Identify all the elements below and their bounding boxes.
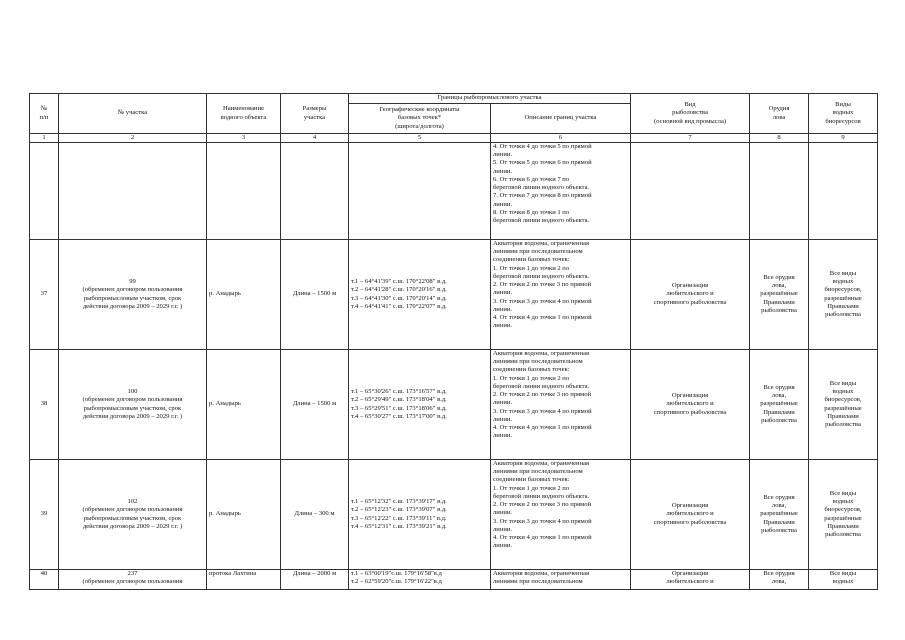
fishing-type-cell: Организация любительского и [631, 570, 750, 590]
header-section-number: № участка [59, 94, 207, 134]
empty-cell [30, 143, 59, 240]
section-size-cell: Длина – 2000 м [281, 570, 349, 590]
water-body-cell: р. Анадырь [207, 240, 281, 350]
section-number-cell: 102 (обременен договором пользования рыбопромысловым участком, срок действия договора 2009 – 2029 г.г. ) [59, 460, 207, 570]
empty-cell [750, 143, 809, 240]
coordinates-cell: т.1 – 65°30'26" с.ш. 173°16'57" в.д. т.2 – 65°29'49" с.ш. 173°18'04" в.д. т.3 – 65°29'51" с.ш. 173°18'06" в.д. т.4 – 65°30'27" с.ш. 173°17'00" в.д. [349, 350, 491, 460]
row-number-cell: 37 [30, 240, 59, 350]
column-number: 5 [349, 134, 491, 143]
boundary-description-cell: 4. От точки 4 до точки 5 по прямой линии. 5. От точки 5 до точки 6 по прямой линии. 6. От точки 6 до точки 7 по береговой линии водного объекта. 7. От точки 7 до точки 8 по прямой линии. 8. От точки 8 до точки 1 по береговой линии водного объекта. [491, 143, 631, 240]
table-row-continuation [30, 143, 878, 240]
coordinates-cell: т.1 – 64°41'39" с.ш. 170°22'08" в.д. т.2 – 64°41'28" с.ш. 170°20'16" в.д. т.3 – 64°41'30" с.ш. 170°20'14" в.д. т.4 – 64°41'41" с.ш. 170°22'07" в.д. [349, 240, 491, 350]
coordinates-cell: т.1 – 63°00'19"с.ш. 179°16'58"в.д т.2 – 62°59'20"с.ш. 179°16'22"в.д [349, 570, 491, 590]
boundary-description-cell: Акватория водоема, ограниченная линиями при последовательном соединении базовых точек: 1. От точки 1 до точки 2 по береговой линии водного объекта. 2. От точки 2 по точке 3 по прямой линии. 3. От точки 3 до точки 4 по прямой линии. 4. От точки 4 до точки 1 по прямой линии. [491, 460, 631, 570]
column-number: 7 [631, 134, 750, 143]
coordinates-cell: т.1 – 65°12'32" с.ш. 173°39'17" в.д. т.2 – 65°12'23" с.ш. 173°39'07" в.д. т.3 – 65°12'22" с.ш. 173°39'11" в.д. т.4 – 65°12'31" с.ш. 173°39'21" в.д. [349, 460, 491, 570]
fishing-gear-cell: Все орудия лова, разрешённые Правилами рыболовства [750, 350, 809, 460]
row-number-cell: 40 [30, 570, 59, 590]
boundary-description-cell: Акватория водоема, ограниченная линиями при последовательном [491, 570, 631, 590]
section-size-cell: Длина – 300 м [281, 460, 349, 570]
water-body-cell: протока Лахтина [207, 570, 281, 590]
fishing-type-cell: Организация любительского и спортивного рыболовства [631, 350, 750, 460]
row-number-cell: 38 [30, 350, 59, 460]
empty-cell [207, 143, 281, 240]
water-body-cell: р. Анадырь [207, 350, 281, 460]
header-species: Виды водных биоресурсов [809, 94, 878, 134]
column-number: 6 [491, 134, 631, 143]
section-number-cell: 237 (обременен договором пользования [59, 570, 207, 590]
header-water-body: Наименование водного объекта [207, 94, 281, 134]
fishing-type-cell: Организация любительского и спортивного рыболовства [631, 460, 750, 570]
column-number: 3 [207, 134, 281, 143]
fishing-type-cell: Организация любительского и спортивного рыболовства [631, 240, 750, 350]
header-boundary-description: Описание границ участка [491, 104, 631, 134]
column-number: 8 [750, 134, 809, 143]
boundary-description-cell: Акватория водоема, ограниченная линиями при последовательном соединении базовых точек: 1. От точки 1 до точки 2 по береговой линии водного объекта. 2. От точки 2 по точке 3 по прямой линии. 3. От точки 3 до точки 4 по прямой линии. 4. От точки 4 до точки 1 по прямой линии. [491, 240, 631, 350]
species-cell: Все виды водных биоресурсов, разрешённые Правилами рыболовства [809, 460, 878, 570]
empty-cell [631, 143, 750, 240]
header-fishing-gear: Орудия лова [750, 94, 809, 134]
table-row [30, 460, 878, 570]
header-coordinates: Географические координаты базовых точек* (широта/долгота) [349, 104, 491, 134]
table-row [30, 240, 878, 350]
table-row-partial [30, 570, 878, 590]
section-number-cell: 100 (обременен договором пользования рыбопромысловым участком, срок действия договора 2009 – 2029 г.г. ) [59, 350, 207, 460]
section-size-cell: Длина – 1500 м [281, 240, 349, 350]
header-boundaries: Границы рыбопромыслового участка [349, 94, 631, 104]
empty-cell [809, 143, 878, 240]
header-fishing-type: Вид рыболовства (основной вид промысла) [631, 94, 750, 134]
column-number: 1 [30, 134, 59, 143]
header-section-size: Размеры участка [281, 94, 349, 134]
header-row-number: № п/п [30, 94, 59, 134]
boundary-description-cell: Акватория водоема, ограниченная линиями при последовательном соединении базовых точек: 1. От точки 1 до точки 2 по береговой линии водного объекта. 2. От точки 2 по точке 3 по прямой линии. 3. От точки 3 до точки 4 по прямой линии. 4. От точки 4 до точки 1 по прямой линии. [491, 350, 631, 460]
fishing-gear-cell: Все орудия лова, [750, 570, 809, 590]
table-row [30, 350, 878, 460]
species-cell: Все виды водных [809, 570, 878, 590]
section-size-cell: Длина – 1500 м [281, 350, 349, 460]
empty-cell [349, 143, 491, 240]
column-number-row [30, 134, 878, 143]
species-cell: Все виды водных биоресурсов, разрешённые Правилами рыболовства [809, 350, 878, 460]
empty-cell [59, 143, 207, 240]
row-number-cell: 39 [30, 460, 59, 570]
column-number: 9 [809, 134, 878, 143]
section-number-cell: 99 (обременен договором пользования рыбопромысловым участком, срок действия договора 2009 – 2029 г.г. ) [59, 240, 207, 350]
fishing-gear-cell: Все орудия лова, разрешённые Правилами рыболовства [750, 460, 809, 570]
fishing-gear-cell: Все орудия лова, разрешённые Правилами рыболовства [750, 240, 809, 350]
water-body-cell: р. Анадырь [207, 460, 281, 570]
empty-cell [281, 143, 349, 240]
species-cell: Все виды водных биоресурсов, разрешённые Правилами рыболовства [809, 240, 878, 350]
fishing-sites-table [29, 93, 878, 590]
column-number: 2 [59, 134, 207, 143]
column-number: 4 [281, 134, 349, 143]
